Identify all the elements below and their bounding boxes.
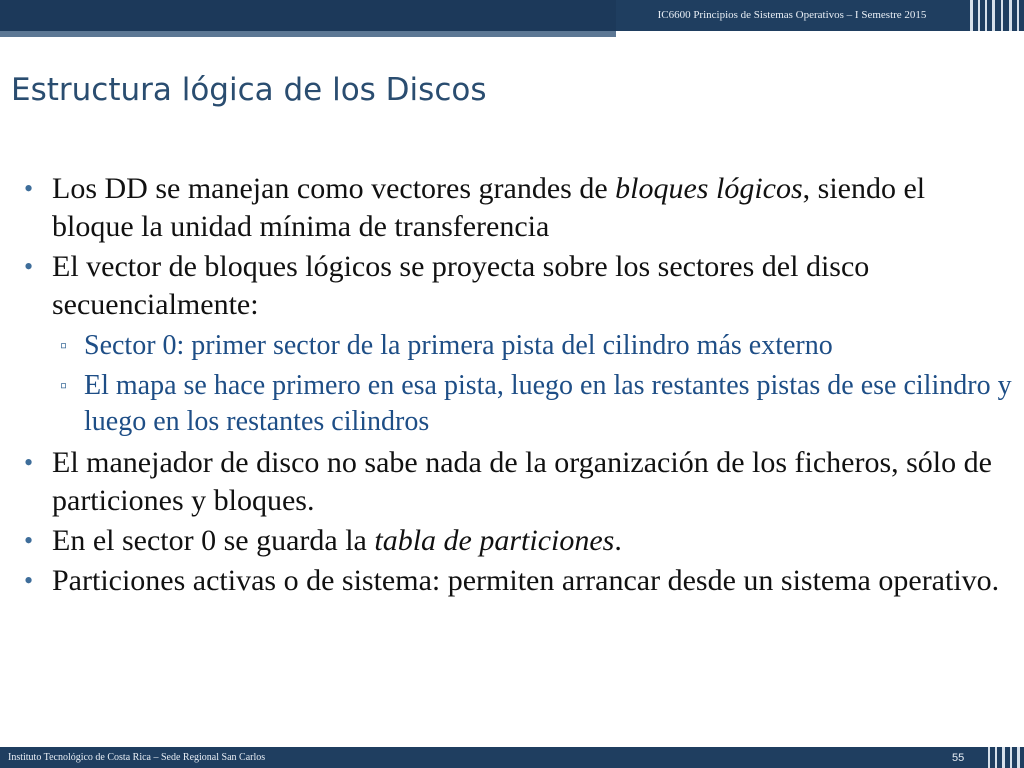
footer-stripes-decoration: [984, 747, 1024, 768]
header-stripes-decoration: [964, 0, 1024, 31]
sub-bullet-text: Sector 0: primer sector de la primera pista del cilindro más externo: [84, 330, 833, 361]
sub-bullet-item: [52, 368, 1012, 440]
bullet-text: El vector de bloques lógicos se proyecta sobre los sectores del disco secuencialmente:: [52, 250, 870, 321]
bullet-dot: •: [24, 174, 34, 203]
slide-title: Estructura lógica de los Discos: [11, 72, 487, 108]
sub-bullet-text: El mapa se hace primero en esa pista, luego en las restantes pistas de ese cilindro y luego en los restantes cilindros: [84, 370, 1012, 437]
bullet-text: , siendo el bloque la unidad mínima de transferencia: [52, 172, 926, 243]
sub-bullet-square: ▫: [60, 335, 68, 357]
bullet-emphasis: bloques lógicos: [615, 172, 803, 205]
institution-footer: Instituto Tecnológico de Costa Rica – Sede Regional San Carlos: [8, 752, 266, 763]
header-accent-bar: [0, 31, 616, 37]
bullet-dot: •: [24, 566, 34, 595]
bullet-item: [22, 444, 1012, 520]
sub-bullet-list: [52, 328, 1012, 440]
bullet-item: [22, 562, 1012, 600]
bullet-item: [22, 522, 1012, 560]
page-number: 55: [952, 752, 965, 764]
bullet-dot: •: [24, 448, 34, 477]
bullet-text: Los DD se manejan como vectores grandes de: [52, 172, 616, 205]
slide-body: [22, 170, 1012, 602]
bullet-text: En el sector 0 se guarda la: [52, 524, 375, 557]
bullet-dot: •: [24, 252, 34, 281]
sub-bullet-item: [52, 328, 1012, 364]
footer-banner: [0, 747, 1024, 768]
bullet-item: [22, 170, 1012, 246]
bullet-text: El manejador de disco no sabe nada de la organización de los ficheros, sólo de particiones y bloques.: [52, 446, 992, 517]
bullet-emphasis: tabla de particiones: [374, 524, 615, 557]
sub-bullet-square: ▫: [60, 375, 68, 397]
bullet-text: Particiones activas o de sistema: permiten arrancar desde un sistema operativo.: [52, 564, 1000, 597]
bullet-item: [22, 248, 1012, 440]
header-bar: [0, 0, 616, 31]
course-header: IC6600 Principios de Sistemas Operativos – I Semestre 2015: [657, 9, 927, 21]
bullet-list: [22, 170, 1012, 600]
bullet-dot: •: [24, 526, 34, 555]
bullet-text: .: [614, 524, 622, 557]
